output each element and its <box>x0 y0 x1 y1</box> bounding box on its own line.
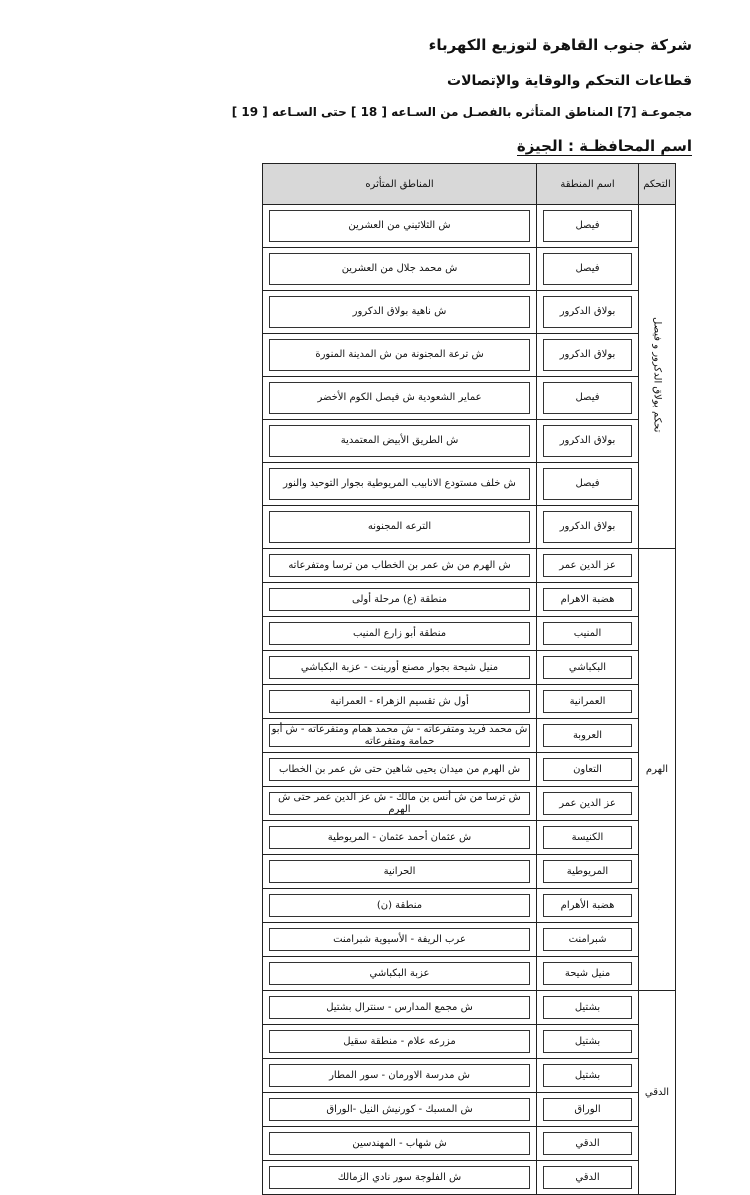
header-control: التحكم <box>639 164 676 205</box>
region-name: الوراق <box>543 1098 632 1121</box>
affected-areas-text: ش الفلوجة سور نادي الزمالك <box>269 1166 530 1189</box>
region-name: هضبة الاهرام <box>543 588 632 611</box>
affected-areas-text: عماير الشعودية ش فيصل الكوم الأخضر <box>269 382 530 414</box>
table-row <box>263 719 676 753</box>
region-name: الدقي <box>543 1132 632 1155</box>
table-row <box>263 617 676 651</box>
table-row <box>263 205 676 248</box>
table-row <box>263 923 676 957</box>
region-cell <box>537 1025 639 1059</box>
table-row <box>263 753 676 787</box>
region-cell <box>537 719 639 753</box>
table-row <box>263 957 676 991</box>
table-row <box>263 991 676 1025</box>
affected-areas-cell <box>263 821 537 855</box>
region-cell <box>537 821 639 855</box>
affected-areas-cell <box>263 855 537 889</box>
region-name: بولاق الدكرور <box>543 339 632 371</box>
table-row <box>263 1093 676 1127</box>
control-zone-cell <box>639 205 676 549</box>
group-info-line: مجموعـة [7] المناطق المتأثره بالفصـل من السـاعه [ 18 ] حتى السـاعه [ 19 ] <box>231 105 692 119</box>
table-row <box>263 420 676 463</box>
affected-areas-cell <box>263 1059 537 1093</box>
region-name: العمرانية <box>543 690 632 713</box>
region-name: بولاق الدكرور <box>543 296 632 328</box>
affected-areas-cell <box>263 617 537 651</box>
affected-areas-cell <box>263 957 537 991</box>
control-zone-cell <box>639 991 676 1195</box>
affected-areas-cell <box>263 719 537 753</box>
table-row <box>263 1127 676 1161</box>
header-areas: المناطق المتأثره <box>263 164 537 205</box>
affected-areas-cell <box>263 1093 537 1127</box>
affected-areas-text: منطقة (ن) <box>269 894 530 917</box>
header-region: اسم المنطقة <box>537 164 639 205</box>
region-cell <box>537 1161 639 1195</box>
table-row <box>263 821 676 855</box>
region-cell <box>537 991 639 1025</box>
affected-areas-text: مزرعه علام - منطقة سقيل <box>269 1030 530 1053</box>
region-name: شبرامنت <box>543 928 632 951</box>
region-cell <box>537 617 639 651</box>
region-cell <box>537 377 639 420</box>
region-name: العروبة <box>543 724 632 747</box>
table-row <box>263 1161 676 1195</box>
affected-areas-cell <box>263 248 537 291</box>
affected-areas-table-wrapper <box>263 163 676 1195</box>
table-row <box>263 334 676 377</box>
affected-areas-text: ش خلف مستودع الانابيب المريوطية بجوار التوحيد والنور <box>269 468 530 500</box>
region-cell <box>537 889 639 923</box>
table-row <box>263 685 676 719</box>
region-name: بشتيل <box>543 996 632 1019</box>
table-header-row <box>263 164 676 205</box>
table-row <box>263 248 676 291</box>
region-name: عز الدين عمر <box>543 554 632 577</box>
region-name: الكنيسة <box>543 826 632 849</box>
table-row <box>263 377 676 420</box>
region-cell <box>537 1127 639 1161</box>
control-zone-label: تحكم بولاق الدكرور و فيصل <box>651 317 663 433</box>
table-row <box>263 463 676 506</box>
region-cell <box>537 787 639 821</box>
region-name: هضبة الأهرام <box>543 894 632 917</box>
affected-areas-cell <box>263 1025 537 1059</box>
affected-areas-text: ش مجمع المدارس - سنترال بشتيل <box>269 996 530 1019</box>
region-cell <box>537 205 639 248</box>
region-cell <box>537 248 639 291</box>
table-row <box>263 291 676 334</box>
affected-areas-cell <box>263 923 537 957</box>
region-name: عز الدين عمر <box>543 792 632 815</box>
affected-areas-cell <box>263 205 537 248</box>
region-name: بشتيل <box>543 1030 632 1053</box>
affected-areas-text: ش مدرسة الاورمان - سور المطار <box>269 1064 530 1087</box>
region-name: التعاون <box>543 758 632 781</box>
affected-areas-cell <box>263 1161 537 1195</box>
table-row <box>263 787 676 821</box>
affected-areas-text: ش ترسا من ش أنس بن مالك - ش عز الدين عمر حتى ش الهرم <box>269 792 530 815</box>
table-row <box>263 889 676 923</box>
region-name: بشتيل <box>543 1064 632 1087</box>
region-cell <box>537 957 639 991</box>
affected-areas-text: عزبة البكباشي <box>269 962 530 985</box>
affected-areas-text: ش ناهية بولاق الدكرور <box>269 296 530 328</box>
region-cell <box>537 855 639 889</box>
affected-areas-text: ش الثلاثيني من العشرين <box>269 210 530 242</box>
affected-areas-text: ش الطريق الأبيض المعتمدية <box>269 425 530 457</box>
affected-areas-cell <box>263 334 537 377</box>
affected-areas-text: ش شهاب - المهندسين <box>269 1132 530 1155</box>
table-body <box>263 205 676 1195</box>
affected-areas-cell <box>263 291 537 334</box>
affected-areas-cell <box>263 991 537 1025</box>
affected-areas-text: منيل شيحة بجوار مصنع أورينت - عزبة البكباشي <box>269 656 530 679</box>
affected-areas-text: ش الهرم من ميدان يحيى شاهين حتى ش عمر بن الخطاب <box>269 758 530 781</box>
sectors-subtitle: قطاعات التحكم والوقاية والإتصالات <box>447 73 692 89</box>
affected-areas-cell <box>263 753 537 787</box>
table-row <box>263 506 676 549</box>
affected-areas-text: ش محمد جلال من العشرين <box>269 253 530 285</box>
region-cell <box>537 334 639 377</box>
region-name: فيصل <box>543 210 632 242</box>
table-row <box>263 651 676 685</box>
affected-areas-cell <box>263 583 537 617</box>
region-name: منيل شيحة <box>543 962 632 985</box>
affected-areas-text: منطقة أبو زارع المنيب <box>269 622 530 645</box>
affected-areas-text: ش المسبك - كورنيش النيل -الوراق <box>269 1098 530 1121</box>
region-name: المنيب <box>543 622 632 645</box>
control-zone-cell <box>639 549 676 991</box>
affected-areas-cell <box>263 889 537 923</box>
region-cell <box>537 549 639 583</box>
affected-areas-text: الحرانية <box>269 860 530 883</box>
affected-areas-cell <box>263 1127 537 1161</box>
region-name: البكباشي <box>543 656 632 679</box>
region-cell <box>537 583 639 617</box>
region-name: فيصل <box>543 382 632 414</box>
affected-areas-table <box>262 163 676 1195</box>
company-title: شركة جنوب القاهرة لتوزيع الكهرباء <box>428 36 692 54</box>
control-zone-label: الدقي <box>644 1087 670 1098</box>
affected-areas-cell <box>263 377 537 420</box>
region-cell <box>537 1093 639 1127</box>
governorate-label <box>517 137 692 155</box>
affected-areas-cell <box>263 549 537 583</box>
region-cell <box>537 291 639 334</box>
control-zone-label: الهرم <box>645 764 669 775</box>
affected-areas-cell <box>263 787 537 821</box>
region-name: فيصل <box>543 253 632 285</box>
governorate-label-text: اسم المحافظـة : الجيزة <box>516 137 692 155</box>
table-row <box>263 1059 676 1093</box>
table-row <box>263 549 676 583</box>
table-row <box>263 855 676 889</box>
region-name: بولاق الدكرور <box>543 425 632 457</box>
affected-areas-text: ش محمد فريد ومتفرعاته - ش محمد همام ومتفرعاته - ش أبو حمامة ومتفرعاته <box>269 724 530 747</box>
affected-areas-text: ش عثمان أحمد عثمان - المريوطية <box>269 826 530 849</box>
affected-areas-text: عرب الريفة - الأسيوية شبرامنت <box>269 928 530 951</box>
region-name: المريوطية <box>543 860 632 883</box>
affected-areas-text: الترعه المجنونه <box>269 511 530 543</box>
affected-areas-cell <box>263 420 537 463</box>
region-name: فيصل <box>543 468 632 500</box>
affected-areas-text: ش ترعة المجنونة من ش المدينة المنورة <box>269 339 530 371</box>
affected-areas-cell <box>263 685 537 719</box>
region-cell <box>537 923 639 957</box>
region-cell <box>537 651 639 685</box>
table-row <box>263 583 676 617</box>
affected-areas-text: ش الهرم من ش عمر بن الخطاب من ترسا ومتفرعاته <box>269 554 530 577</box>
region-cell <box>537 753 639 787</box>
region-cell <box>537 420 639 463</box>
affected-areas-text: منطقة (ع) مرحلة أولى <box>269 588 530 611</box>
table-row <box>263 1025 676 1059</box>
region-name: بولاق الدكرور <box>543 511 632 543</box>
affected-areas-cell <box>263 651 537 685</box>
affected-areas-text: أول ش تقسيم الزهراء - العمرانية <box>269 690 530 713</box>
affected-areas-cell <box>263 463 537 506</box>
region-cell <box>537 463 639 506</box>
region-name: الدقي <box>543 1166 632 1189</box>
region-cell <box>537 506 639 549</box>
region-cell <box>537 685 639 719</box>
region-cell <box>537 1059 639 1093</box>
affected-areas-cell <box>263 506 537 549</box>
